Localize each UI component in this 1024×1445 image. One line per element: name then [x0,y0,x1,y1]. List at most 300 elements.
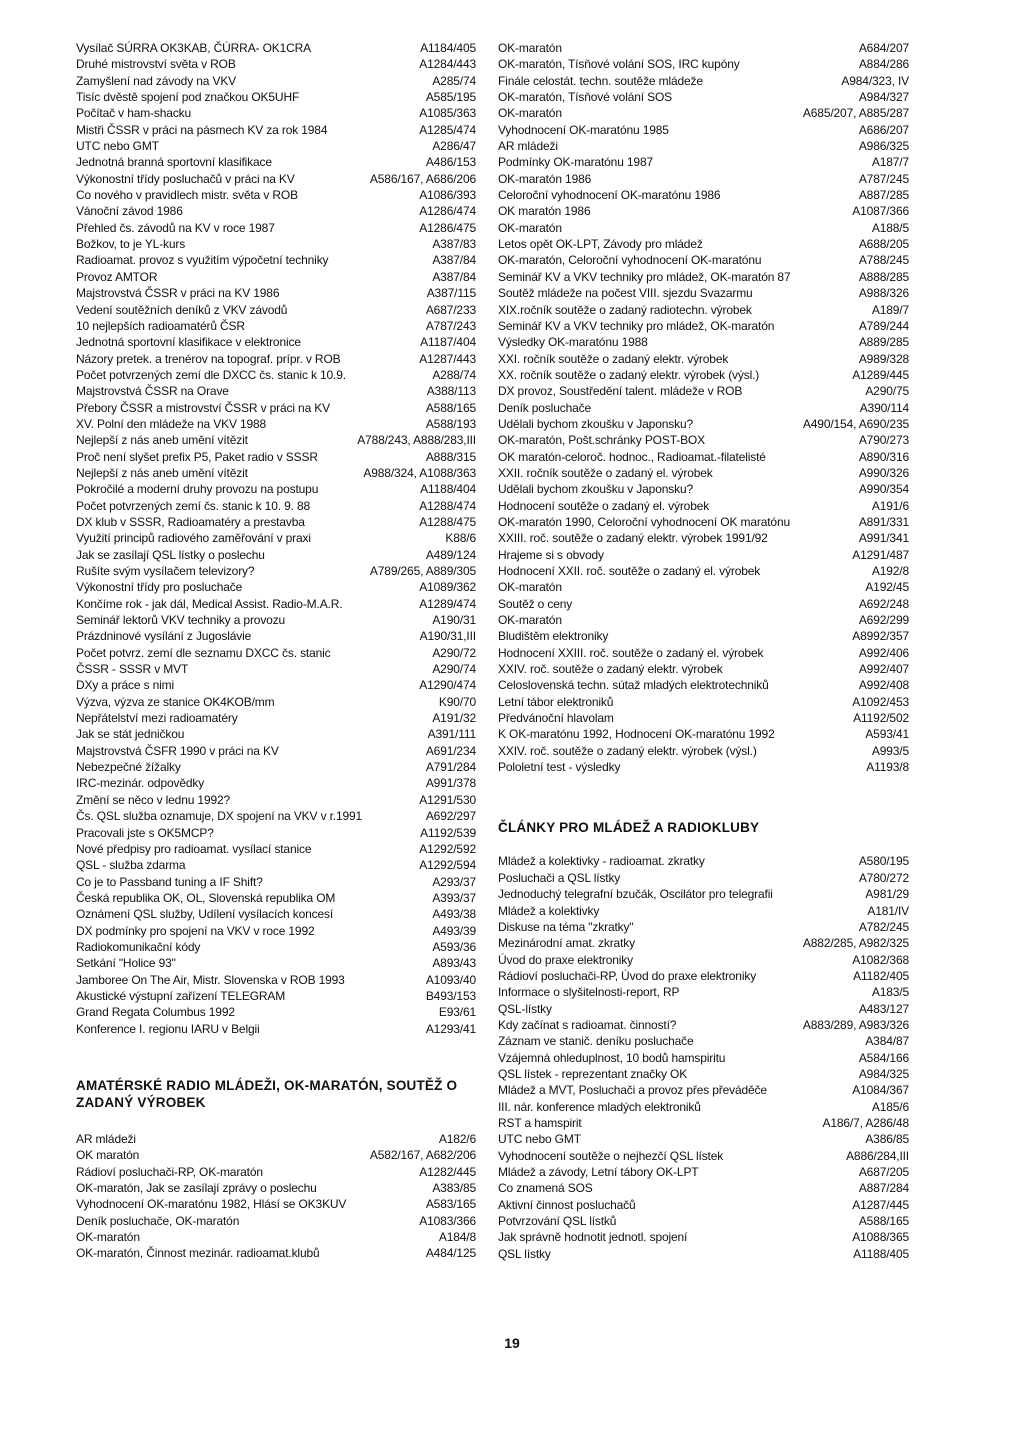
entry-title: Udělali bychom zkoušku v Japonsku? [498,482,694,497]
index-entry [76,596,476,612]
index-entry [498,1246,909,1262]
entry-title: Mistři ČSSR v práci na pásmech KV za rok 1984 [76,122,328,137]
entry-reference: A285/74 [432,73,476,88]
index-entry [498,138,909,154]
entry-title: Provoz AMTOR [76,269,158,284]
entry-title: Majstrovstvá ČSSR v práci na KV 1986 [76,286,280,301]
entry-title: Co nového v pravidlech mistr. světa v ROB [76,188,298,203]
index-entry [76,154,476,170]
index-entry [76,514,476,530]
entry-reference: A181/IV [867,903,909,918]
entry-title: Majstrovstvá ČSSR na Orave [76,384,229,399]
index-entry [498,203,909,219]
entry-reference: A991/378 [425,776,476,791]
entry-reference: A582/167, A682/206 [369,1148,476,1163]
entry-reference: A686/207 [858,122,909,137]
index-entry [76,1004,476,1020]
entry-reference: A1089/362 [419,580,476,595]
entry-reference: A588/165 [858,1214,909,1229]
index-entry [498,498,909,514]
entry-reference: A1087/366 [852,204,909,219]
entry-reference: A387/83 [432,237,476,252]
index-entry [498,759,909,775]
entry-reference: A984/325 [858,1066,909,1081]
entry-reference: A988/324, A1088/363 [363,465,476,480]
entry-reference: A286/47 [432,139,476,154]
entry-reference: A893/43 [432,956,476,971]
entry-reference: A484/125 [425,1246,476,1261]
section-heading-articles-youth-clubs: ČLÁNKY PRO MLÁDEŽ A RADIOKLUBY [498,820,760,836]
entry-reference: A183/5 [871,985,909,1000]
entry-title: XXIV. roč. soutěže o zadaný elektr. výrobek (výsl.) [498,743,757,758]
entry-reference: A185/6 [871,1099,909,1114]
index-entry [498,853,909,869]
right-entries-top [498,40,909,775]
entry-title: OK-maratón 1990, Celoroční vyhodnocení OK maratónu [498,514,790,529]
entry-title: OK-maratón, Tísňové volání SOS, IRC kupóny [498,57,740,72]
entry-reference: A186/7, A286/48 [822,1115,909,1130]
entry-title: Nebezpečné žížalky [76,760,181,775]
entry-reference: A990/326 [858,465,909,480]
entry-reference: A990/354 [858,482,909,497]
index-entry [76,743,476,759]
entry-reference: A691/234 [425,743,476,758]
index-entry [76,334,476,350]
entry-reference: A493/38 [432,907,476,922]
index-entry [498,187,909,203]
entry-reference: A687/205 [858,1165,909,1179]
index-entry [498,726,909,742]
entry-title: Tisíc dvěstě spojení pod značkou OK5UHF [76,90,300,105]
index-entry [498,1017,909,1033]
entry-reference: A993/5 [871,743,909,758]
index-entry [498,563,909,579]
index-entry [76,1021,476,1037]
left-entries-top [76,40,476,1037]
entry-title: Končíme rok - jak dál, Medical Assist. Radio-M.A.R. [76,596,343,611]
entry-title: OK-maratón, Pošt.schránky POST-BOX [498,433,705,448]
entry-title: Celoslovenská techn. sútaž mladých elektrotechniků [498,678,769,693]
entry-reference: A787/243 [425,318,476,333]
entry-title: Mládež a MVT, Posluchači a provoz přes převáděče [498,1083,767,1098]
entry-reference: A692/299 [858,613,909,628]
entry-title: UTC nebo GMT [498,1132,581,1147]
index-entry [76,579,476,595]
entry-reference: A986/325 [858,139,909,154]
entry-reference: A992/406 [858,645,909,660]
entry-reference: A1286/474 [419,204,476,219]
entry-reference: A1293/41 [425,1021,476,1036]
entry-title: Mládež a kolektivky [498,903,600,918]
entry-reference: A1086/393 [419,188,476,203]
index-entry [76,498,476,514]
entry-reference: A780/272 [858,870,909,885]
entry-reference: A1288/474 [419,498,476,513]
index-entry [498,1131,909,1147]
index-entry [498,1001,909,1017]
entry-title: ČSSR - SSSR v MVT [76,662,189,677]
entry-title: DXy a práce s nimi [76,678,174,693]
entry-title: QSL lístky [498,1246,551,1261]
entry-title: AR mládeži [76,1131,136,1146]
entry-reference: A891/331 [858,514,909,529]
entry-reference: A386/85 [865,1132,909,1147]
entry-title: Rušíte svým vysílačem televizory? [76,564,255,578]
entry-reference: E93/61 [438,1005,476,1020]
index-entry [76,628,476,644]
entry-title: Podmínky OK-maratónu 1987 [498,155,653,170]
index-entry [498,89,909,105]
entry-title: Hodnocení XXIII. roč. soutěže o zadaný el. výrobek [498,645,764,660]
entry-reference: A593/41 [865,727,909,742]
index-entry [498,1033,909,1049]
entry-reference: A1083/366 [419,1213,476,1228]
entry-reference: A791/284 [425,760,476,775]
entry-title: Úvod do praxe elektroniky [498,952,633,967]
entry-title: Nejlepší z nás aneb umění vítězit [76,433,248,448]
entry-title: OK-maratón [76,1230,140,1245]
entry-reference: A991/341 [858,531,909,546]
entry-title: IRC-mezinár. odpovědky [76,776,205,791]
entry-reference: A192/8 [871,564,909,578]
index-entry [76,677,476,693]
entry-title: Soutěž mládeže na počest VIII. sjezdu Svazarmu [498,286,753,301]
entry-reference: A189/7 [871,302,909,317]
entry-title: Jak se zasílají QSL lístky o poslechu [76,547,265,562]
entry-reference: A288/74 [432,367,476,382]
index-entry [498,1099,909,1115]
entry-reference: A190/31,III [419,629,476,644]
index-entry [498,40,909,56]
entry-title: QSL - služba zdarma [76,858,186,873]
entry-reference: A584/166 [858,1050,909,1065]
entry-title: Božkov, to je YL-kurs [76,237,186,252]
entry-title: DX provoz, Soustředění talent. mládeže v ROB [498,384,743,399]
entry-reference: A493/39 [432,923,476,938]
entry-title: Nejlepší z nás aneb umění vítězit [76,465,248,480]
index-entry [76,939,476,955]
entry-title: Výkonostní třídy pro posluchače [76,580,243,595]
entry-title: OK-maratón [498,41,562,55]
entry-reference: A1188/405 [853,1246,909,1261]
entry-title: Co je to Passband tuning a IF Shift? [76,874,263,889]
entry-reference: A788/245 [858,253,909,268]
index-entry [76,1164,476,1180]
entry-title: Rádioví posluchači-RP, OK-maratón [76,1164,263,1179]
index-entry [498,1229,909,1245]
index-entry [76,432,476,448]
entry-title: Kdy začínat s radioamat. činností? [498,1017,677,1032]
index-entry [498,285,909,301]
entry-title: XV. Polní den mládeže na VKV 1988 [76,416,267,431]
index-entry [498,269,909,285]
index-entry [498,334,909,350]
index-entry [498,743,909,759]
index-entry [76,825,476,841]
index-entry [76,416,476,432]
entry-reference: A190/31 [432,613,476,628]
entry-title: Mládež a kolektivky - radioamat. zkratky [498,854,705,869]
index-entry [498,1180,909,1196]
page-number: 19 [504,1335,520,1351]
index-entry [76,220,476,236]
right-column [498,40,909,1262]
entry-reference: A1085/363 [419,106,476,121]
entry-reference: A1291/487 [852,547,909,562]
index-entry [76,530,476,546]
entry-reference: A1182/405 [853,968,909,983]
entry-reference: A1290/474 [419,678,476,693]
entry-reference: A790/273 [858,433,909,448]
entry-reference: A888/315 [425,449,476,464]
entry-title: Konference I. regionu IARU v Belgii [76,1021,260,1036]
entry-reference: A1292/594 [419,858,476,873]
entry-reference: A1292/592 [419,841,476,856]
entry-reference: A388/113 [426,384,476,399]
index-entry [498,710,909,726]
index-entry [76,857,476,873]
index-entry [498,383,909,399]
entry-title: Zamyšlení nad závody na VKV [76,73,237,88]
entry-title: AR mládeži [498,139,558,154]
entry-title: Informace o slyšitelnosti-report, RP [498,985,680,1000]
entry-reference: A1289/474 [419,596,476,611]
entry-title: Pololetní test - výsledky [498,760,621,775]
index-entry [498,628,909,644]
entry-title: Potvrzování QSL lístků [498,1214,617,1229]
entry-title: Česká republika OK, OL, Slovenská republika OM [76,890,336,905]
entry-reference: A1192/539 [420,825,476,840]
left-entries-bottom [76,1131,476,1262]
entry-reference: A883/289, A983/326 [802,1017,909,1032]
index-entry [76,105,476,121]
entry-title: RST a hamspirit [498,1115,582,1130]
entry-title: QSL-lístky [498,1001,552,1016]
entry-reference: A1192/502 [853,711,909,726]
entry-title: OK-maratón, Tísňové volání SOS [498,90,673,105]
entry-reference: A787/245 [858,171,909,186]
entry-title: OK-maratón 1986 [498,171,592,186]
entry-title: OK-maratón [498,220,562,235]
entry-reference: A1289/445 [852,367,909,382]
index-entry [76,449,476,465]
entry-title: UTC nebo GMT [76,139,159,154]
entry-reference: A981/29 [865,887,909,902]
index-entry [498,530,909,546]
entry-reference: K90/70 [438,694,476,709]
entry-reference: A687/233 [425,302,476,317]
entry-title: 10 nejlepších radioamatérů ČSR [76,318,245,333]
index-entry [76,710,476,726]
entry-title: XXIII. roč. soutěže o zadaný elektr. výrobek 1991/92 [498,531,768,546]
left-column [76,40,476,1262]
index-entry [498,1050,909,1066]
index-entry [498,547,909,563]
index-entry [76,318,476,334]
entry-title: Výsledky OK-maratónu 1988 [498,335,648,350]
index-entry [498,1197,909,1213]
entry-title: Druhé mistrovství světa v ROB [76,57,236,72]
entry-reference: A489/124 [425,547,476,562]
index-entry [498,318,909,334]
entry-title: Proč není slyšet prefix P5, Paket radio v SSSR [76,449,318,464]
entry-title: Jamboree On The Air, Mistr. Slovenska v ROB 1993 [76,972,345,987]
index-entry [498,661,909,677]
entry-reference: A887/284 [858,1181,909,1196]
index-entry [498,171,909,187]
entry-reference: A8992/357 [852,629,909,644]
entry-reference: A992/407 [858,662,909,677]
entry-reference: A884/286 [858,57,909,72]
entry-reference: A393/37 [432,890,476,905]
entry-title: Názory pretek. a trenérov na topograf. prípr. v ROB [76,351,341,366]
index-entry [76,874,476,890]
entry-reference: A390/114 [859,400,909,415]
entry-title: Jednotná sportovní klasifikace v elektronice [76,335,301,350]
entry-title: Vzájemná ohleduplnost, 10 bodů hamspiritu [498,1050,726,1065]
entry-reference: A290/72 [432,645,476,660]
entry-reference: A387/84 [432,269,476,284]
entry-title: Počet potvrzených zemí čs. stanic k 10. 9. 88 [76,498,311,513]
entry-title: Letní tábor elektroniků [498,694,614,709]
entry-title: OK-maratón, Činnost mezinár. radioamat.klubů [76,1246,320,1261]
entry-title: Radioamat. provoz s využitím výpočetní techniky [76,253,329,268]
index-entry [498,449,909,465]
index-entry [76,1180,476,1196]
entry-title: OK maratón 1986 [498,204,591,219]
index-entry [498,351,909,367]
index-entry [498,870,909,886]
index-entry [498,919,909,935]
entry-title: Jak správně hodnotit jednotl. spojení [498,1230,688,1245]
entry-reference: A882/285, A982/325 [802,936,909,951]
entry-title: Přehled čs. závodů na KV v roce 1987 [76,220,275,235]
entry-title: OK maratón [76,1148,140,1163]
index-entry [498,514,909,530]
entry-title: OK-maratón [498,106,562,121]
entry-reference: K88/6 [445,531,476,546]
entry-title: Co znamená SOS [498,1181,593,1196]
entry-reference: A182/6 [438,1131,476,1146]
entry-title: Finále celostát. techn. soutěže mládeže [498,73,703,88]
index-entry [76,792,476,808]
index-entry [498,220,909,236]
entry-reference: A1092/453 [852,694,909,709]
entry-reference: A192/45 [865,580,909,595]
index-entry [498,302,909,318]
entry-title: OK-maratón [498,580,562,595]
entry-reference: A384/87 [865,1034,909,1049]
index-entry [498,122,909,138]
entry-reference: A887/285 [858,188,909,203]
index-entry [76,269,476,285]
index-entry [76,400,476,416]
entry-reference: A593/36 [432,939,476,954]
entry-reference: A989/328 [858,351,909,366]
entry-reference: A588/165 [425,400,476,415]
entry-title: Seminář KV a VKV techniky pro mládež, OK-maratón [498,318,775,333]
entry-reference: A1287/443 [419,351,476,366]
entry-title: Deník posluchače, OK-maratón [76,1213,240,1228]
index-entry [498,481,909,497]
index-entry [76,383,476,399]
entry-title: Hodnocení XXII. roč. soutěže o zadaný el. výrobek [498,564,761,578]
entry-title: XXII. ročník soutěže o zadaný el. výrobek [498,465,713,480]
entry-title: Bludištěm elektroniky [498,629,609,644]
entry-title: Majstrovstvá ČSFR 1990 v práci na KV [76,743,279,758]
index-entry [76,890,476,906]
entry-reference: A191/6 [871,498,909,513]
entry-reference: A387/84 [432,253,476,268]
entry-title: Nové předpisy pro radioamat. vysílací stanice [76,841,312,856]
index-entry [498,154,909,170]
entry-title: XXI. ročník soutěže o zadaný elektr. výrobek [498,351,729,366]
entry-reference: A1082/368 [852,952,909,967]
entry-title: DX klub v SSSR, Radioamatéry a prestavba [76,514,305,529]
entry-title: OK maratón-celoroč. hodnoc., Radioamat.-filatelisté [498,449,766,464]
entry-reference: A1286/475 [419,220,476,235]
entry-reference: A586/167, A686/206 [369,171,476,186]
index-entry [498,1066,909,1082]
index-entry [76,1196,476,1212]
entry-title: Výzva, výzva ze stanice OK4KOB/mm [76,694,275,709]
index-entry [76,906,476,922]
index-entry [498,645,909,661]
index-entry [76,138,476,154]
entry-reference: A490/154, A690/235 [802,416,909,431]
entry-reference: A387/115 [426,286,476,301]
entry-reference: A585/195 [425,90,476,105]
entry-title: Čs. QSL služba oznamuje, DX spojení na VKV v r.1991 [76,809,363,824]
index-entry [76,302,476,318]
index-entry [76,1147,476,1163]
entry-reference: A886/284,III [846,1148,909,1163]
entry-title: Využití principů radiového zaměřování v praxi [76,531,311,546]
entry-reference: A187/7 [871,155,909,170]
index-entry [76,1213,476,1229]
entry-reference: A293/37 [432,874,476,889]
index-entry [498,1082,909,1098]
entry-reference: A888/285 [858,269,909,284]
entry-reference: A1088/365 [852,1230,909,1245]
index-entry [498,1115,909,1131]
entry-title: Grand Regata Columbus 1992 [76,1005,235,1020]
index-entry [498,465,909,481]
entry-title: QSL lístek - reprezentant značky OK [498,1066,688,1081]
entry-reference: B493/153 [425,988,476,1003]
index-entry [76,563,476,579]
entry-reference: A184/8 [438,1230,476,1245]
index-entry [76,465,476,481]
entry-title: XX. ročník soutěže o zadaný elektr. výrobek (výsl.) [498,367,760,382]
index-entry [76,726,476,742]
entry-title: Záznam ve stanič. deníku posluchače [498,1034,694,1049]
entry-title: Vyhodnocení OK-maratónu 1982, Hlásí se OK3KUV [76,1197,347,1212]
entry-reference: A583/165 [425,1197,476,1212]
index-entry [76,171,476,187]
index-entry [498,1164,909,1180]
entry-reference: A191/32 [432,711,476,726]
entry-reference: A992/408 [858,678,909,693]
entry-reference: A889/285 [858,335,909,350]
entry-reference: A1282/445 [419,1164,476,1179]
index-entry [498,367,909,383]
entry-reference: A486/153 [425,155,476,170]
entry-reference: A688/205 [858,237,909,252]
entry-reference: A1093/40 [425,972,476,987]
entry-reference: A290/74 [432,662,476,677]
entry-reference: A483/127 [858,1001,909,1016]
